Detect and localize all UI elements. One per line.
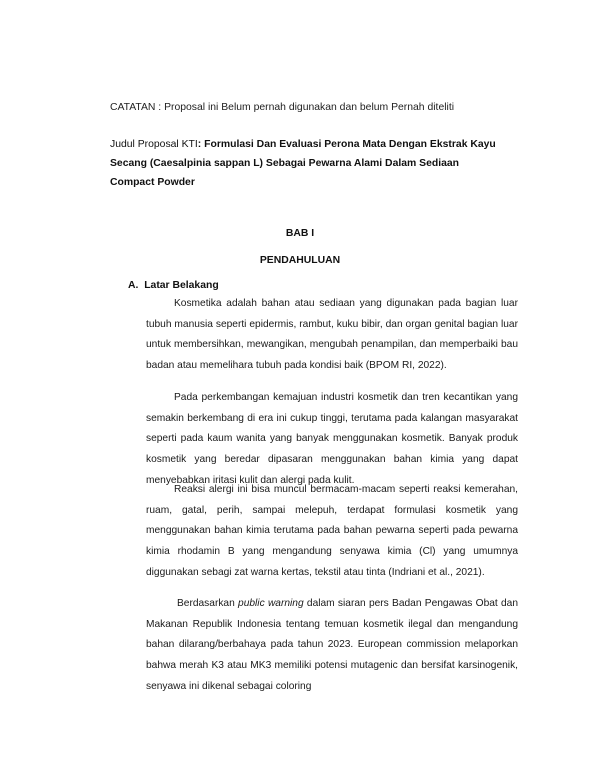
paragraph-3	[146, 480, 518, 584]
section-label: A.	[128, 280, 139, 291]
paragraph-4	[146, 594, 518, 698]
proposal-title-line-1	[110, 138, 520, 152]
paragraph-4-text-end: dalam siaran pers Badan Pengawas Obat dan Makanan Republik Indonesia tentang temuan kosmetik ilegal dan mengandung bahan dilarang/berbahaya pada tahun 2023. European commission melaporkan bahwa merah K3 atau MK3 memiliki potensi mutagenic dan bersifat karsinogenik, senyawa ini dikenal sebagai coloring	[146, 598, 519, 692]
paragraph-1-text: Kosmetika adalah bahan atau sediaan yang digunakan pada bagian luar tubuh manusia seperti epidermis, rambut, kuku bibir, dan organ genital bagian luar untuk membersihkan, mewangikan, mengubah penampilan, dan memperbaiki bau badan atau memelihara tubuh pada kondisi baik (BPOM RI, 2022).	[146, 298, 518, 372]
chapter-number: BAB I	[285, 228, 315, 239]
proposal-note: CATATAN : Proposal ini Belum pernah digunakan dan belum Pernah diteliti	[110, 102, 455, 113]
proposal-title-line-2	[110, 157, 520, 171]
proposal-title-text-1: : Formulasi Dan Evaluasi Perona Mata Dengan Ekstrak Kayu	[197, 139, 496, 150]
paragraph-2	[146, 388, 518, 492]
paragraph-4-text-start: Berdasarkan	[177, 598, 239, 609]
paragraph-4-italic: public warning	[238, 598, 304, 609]
paragraph-3-text: Reaksi alergi ini bisa muncul bermacam-macam seperti reaksi kemerahan, ruam, gatal, perih, sampai melepuh, terdapat formulasi kosmetik yang menggunakan bahan kimia terutama pada bahan pewarna seperti pada pewarna kimia rhodamin B yang mengandung senyawa kimia (Cl) yang umumnya diggunakan sebagi zat warna kertas, tekstil atau tinta (Indriani et al., 2021).	[146, 484, 518, 578]
proposal-title-line-3	[110, 176, 520, 190]
proposal-title-text-2: Secang (Caesalpinia sappan L) Sebagai Pewarna Alami Dalam Sediaan	[110, 158, 459, 169]
proposal-title-prefix: Judul Proposal KTI	[110, 139, 198, 150]
chapter-title: PENDAHULUAN	[259, 255, 341, 266]
paragraph-1	[146, 294, 518, 377]
section-heading	[128, 279, 219, 293]
paragraph-2-text: Pada perkembangan kemajuan industri kosmetik dan tren kecantikan yang semakin berkembang di era ini cukup tinggi, terutama pada kalangan masyarakat seperti pada kaum wanita yang banyak menggunakan kosmetik. Banyak produk kosmetik yang beredar dipasaran menggunakan bahan kimia yang dapat menyebabkan iritasi kulit dan alergi pada kulit.	[146, 392, 518, 486]
proposal-title-text-3: Compact Powder	[110, 177, 195, 188]
section-title: Latar Belakang	[144, 280, 219, 291]
